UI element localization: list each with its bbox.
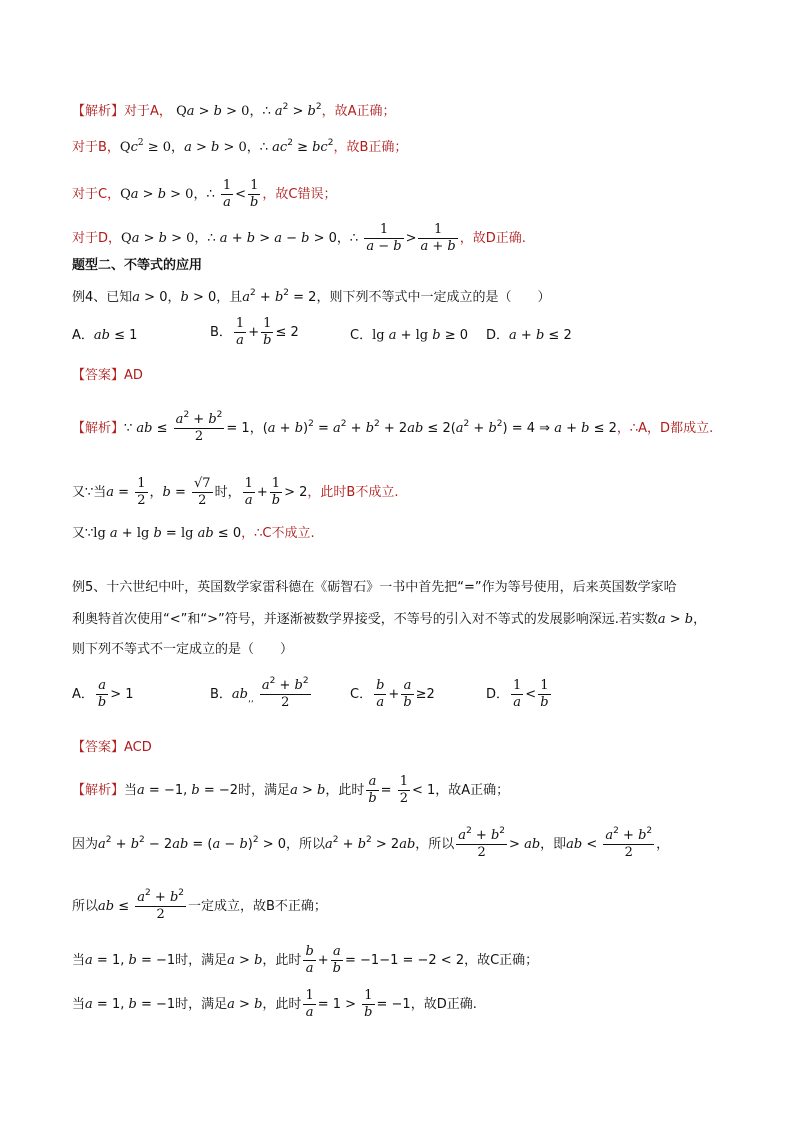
example-5-analysis-5: 当a = 1, b = −1时，满足a > b，此时 $\frac{1}{a}$ = 1 > $\frac{1}{b}$ = −1，故D正确. bbox=[72, 988, 477, 1020]
example-4-analysis-2: 又∵当a = $\frac{1}{2}$ ，b = $\frac{√7}{2}$ 时， $\frac{1}{a}$ + $\frac{1}{b}$ > 2，此时B不成立. bbox=[72, 476, 399, 508]
example-5-analysis-1: 【解析】当a = −1, b = −2时，满足a > b，此时 $\frac{a}{b}$ = $\frac{1}{2}$ < 1，故A正确； bbox=[72, 774, 510, 806]
example-5-stem-3: 则下列不等式不一定成立的是（ ） bbox=[72, 642, 294, 657]
analysis-line-b: 对于B，$Qc^2 \ge 0$，a > b > 0，∴ $ac^2 \ge bc^2$，故B正确； bbox=[72, 138, 408, 155]
option-c: C． $\frac{b}{a}$ + $\frac{a}{b}$ ≥2 bbox=[350, 678, 435, 710]
option-a: A．ab ≤ 1 bbox=[72, 328, 138, 343]
example-5-analysis-4: 当a = 1, b = −1时，满足a > b，此时 $\frac{b}{a}$ + $\frac{a}{b}$ = −1−1 = −2 < 2，故C正确； bbox=[72, 944, 539, 976]
analysis-line-c: 对于C，Qa > b > 0，∴ $\frac{1}{a}$ < $\frac{1}{b}$ ，故C错误； bbox=[72, 178, 337, 210]
option-d: D．a + b ≤ 2 bbox=[486, 328, 572, 343]
example-5-stem-2: 利奥特首次使用“<”和“>”符号，并逐渐被数学界接受，不等号的引入对不等式的发展影响深远.若实数a > b， bbox=[72, 612, 707, 627]
analysis-line-a: 【解析】对于A， Qa > b > 0，∴ $a^2 > b^2$，故A正确； bbox=[72, 102, 396, 119]
option-a: A． $\frac{a}{b}$ > 1 bbox=[72, 678, 134, 710]
example-5-analysis-2: 因为$a^2 + b^2 - 2ab = (a - b)^2 > 0$，所以$a^2 + b^2 > 2ab$，所以 $\frac{a^2 + b^2}{2}$ > ab，即ab < $\frac{a^2 + b^2}{2}$ ， bbox=[72, 826, 670, 860]
analysis-tag: 【解析】 bbox=[72, 104, 125, 119]
example-5-analysis-3: 所以ab ≤ $\frac{a^2 + b^2}{2}$ 一定成立，故B不正确； bbox=[72, 888, 327, 922]
option-c: C．lg a + lg b ≥ 0 bbox=[350, 328, 469, 343]
option-b: B．$ab_{,,}$ $\frac{a^2 + b^2}{2}$ bbox=[210, 676, 309, 710]
example-5-stem-1: 例5、十六世纪中叶，英国数学家雷科德在《砺智石》一书中首先把“=”作为等号使用，后来英国数学家哈 bbox=[72, 580, 677, 595]
example-4-answer: 【答案】AD bbox=[72, 368, 143, 383]
section-title: 题型二、不等式的应用 bbox=[72, 258, 203, 273]
example-5-answer: 【答案】ACD bbox=[72, 740, 152, 755]
example-4-analysis-3: 又∵lg a + lg b = lg ab ≤ 0，∴C不成立. bbox=[72, 526, 315, 541]
example-4-stem: 例4、已知a > 0，b > 0，且$a^2 + b^2 = 2$，则下列不等式中一定成立的是（ ） bbox=[72, 288, 551, 305]
analysis-line-d: 对于D，Qa > b > 0，∴ a + b > a − b > 0，∴ $\frac{1}{a - b}$ > $\frac{1}{a + b}$ ，故D正确. bbox=[72, 222, 526, 254]
option-d: D． $\frac{1}{a}$ < $\frac{1}{b}$ bbox=[486, 678, 549, 710]
option-b: B． $\frac{1}{a}$ + $\frac{1}{b}$ ≤ 2 bbox=[210, 316, 299, 348]
example-4-analysis-1: 【解析】∵ ab ≤ $\frac{a^2 + b^2}{2}$ = 1，$(a + b)^2 = a^2 + b^2 + 2ab \le 2(a^2 + b^2) = 4$ ⇒ a + b ≤ 2，∴A，D都成立. bbox=[72, 410, 714, 444]
